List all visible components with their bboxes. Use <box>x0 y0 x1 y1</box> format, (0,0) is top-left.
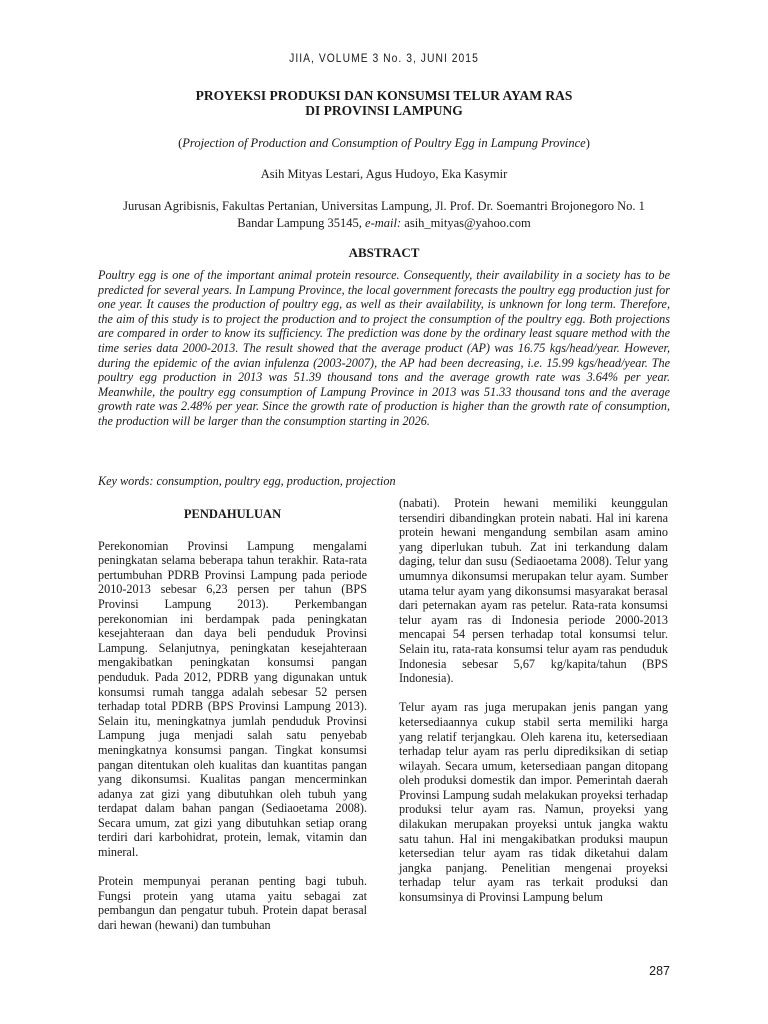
english-title-text: Projection of Production and Consumption of Poultry Egg in Lampung Province <box>182 136 586 150</box>
body-paragraph: Perekonomian Provinsi Lampung mengalami peningkatan selama beberapa tahun terakhir. Rata-rata pertumbuhan PDRB Provinsi Lampung pada periode 2010-2013 sebesar 6,23 persen per tahun (BPS Provinsi Lampung 2013). Perkembangan perekonomian ini berdampak pada peningkatan kesejahteraan dan daya beli penduduk Provinsi Lampung. Selanjutnya, peningkatan kesejahteraan mengakibatkan peningkatan konsumsi pangan penduduk. Pada 2012, PDRB yang digunakan untuk konsumsi rumah tangga adalah sebesar 52 persen terhadap total PDRB (BPS Provinsi Lampung 2013). Selain itu, meningkatnya jumlah penduduk Provinsi Lampung juga menjadi salah satu penyebab meningkatnya konsumsi pangan. Tingkat konsumsi pangan ditentukan oleh kualitas dan kuantitas pangan yang dikonsumsi. Kualitas pangan mencerminkan adanya zat gizi yang dibutuhkan oleh tubuh yang terdapat dalam bahan pangan (Sediaoetama 2008). Secara umum, zat gizi yang dibutuhkan setiap orang terdiri dari karbohidrat, protein, lemak, vitamin dan mineral. <box>98 538 367 860</box>
journal-header: JIIA, VOLUME 3 No. 3, JUNI 2015 <box>289 51 479 65</box>
keywords: Key words: consumption, poultry egg, production, projection <box>98 474 396 488</box>
paper-title <box>0 88 768 118</box>
affiliation <box>0 198 768 232</box>
body-paragraph: Protein mempunyai peranan penting bagi tubuh. Fungsi protein yang utama yaitu sebagai zat pembangun dan pengatur tubuh. Protein dapat berasal dari hewan (hewani) dan tumbuhan <box>98 874 367 933</box>
title-line-2: DI PROVINSI LAMPUNG <box>305 103 463 118</box>
affiliation-line-2: Bandar Lampung 35145, <box>237 216 366 230</box>
subtitle-close-paren: ) <box>585 136 590 150</box>
page-number: 287 <box>649 964 670 978</box>
email-address: asih_mityas@yahoo.com <box>401 216 531 230</box>
title-line-1: PROYEKSI PRODUKSI DAN KONSUMSI TELUR AYAM RAS <box>195 88 573 103</box>
abstract-heading: ABSTRACT <box>348 245 420 260</box>
right-column <box>399 496 668 919</box>
abstract-text: Poultry egg is one of the important animal protein resource. Consequently, their availability in a society has to be predicted for several years. In Lampung Province, the local government forecasts the poultry egg production just for one year. It causes the production of poultry egg, as well as their availability, is unknown for long term. Therefore, the aim of this study is to project the production and to project the consumption of the poultry egg. Both projections are compared in order to know its sufficiency. The prediction was done by the ordinary least square method with the time series data 2000-2013. The result showed that the average product (AP) was 16.75 kgs/head/year. However, during the epidemic of the avian infulenza (2003-2007), the AP had been decreasing, i.e. 15.99 kgs/head/year. The poultry egg production in 2013 was 51.39 thousand tons and the average growth rate was 3.64% per year. Meanwhile, the poultry egg consumption of Lampung Province in 2013 was 51.33 thousand tons and the average growth rate was 2.48% per year. Since the growth rate of production is higher than the growth rate of consumption, the production will be larger than the consumption starting in 2026. <box>98 268 670 428</box>
left-column <box>98 507 367 947</box>
subtitle-open-paren: ( <box>178 136 183 150</box>
body-paragraph: (nabati). Protein hewani memiliki keunggulan tersendiri dibandingkan protein nabati. Hal ini karena protein hewani mengandung sembilan asam amino yang diperlukan tubuh. Zat ini terkandung dalam daging, telur dan susu (Sediaoetama 2008). Telur yang umumnya dikonsumsi merupakan telur ayam. Sumber utama telur ayam yang dikonsumsi masyarakat berasal dari peternakan ayam ras petelur. Rata-rata konsumsi telur ayam ras di Indonesia periode 2000-2013 mencapai 54 persen terhadap total konsumsi telur. Selain itu, rata-rata konsumsi telur ayam ras penduduk Indonesia sebesar 5,67 kg/kapita/tahun (BPS Indonesia). <box>399 496 668 686</box>
email-label: e-mail: <box>365 216 402 230</box>
body-paragraph: Telur ayam ras juga merupakan jenis pangan yang ketersediaannya cukup stabil serta memiliki harga yang relatif terjangkau. Oleh karena itu, ketersediaan terhadap telur ayam ras perlu diprediksikan di setiap wilayah. Secara umum, ketersediaan pangan ditopang oleh produksi domestik dan impor. Pemerintah daerah Provinsi Lampung sudah melakukan proyeksi terhadap produksi telur ayam ras. Namun, proyeksi yang dilakukan merupakan proyeksi untuk jangka waktu satu tahun. Hal ini mengakibatkan produksi maupun ketersedian telur ayam ras tidak diketahui dalam jangka panjang. Penelitian mengenai proyeksi terhadap telur ayam ras terkait produksi dan konsumsinya di Provinsi Lampung belum <box>399 700 668 905</box>
authors: Asih Mityas Lestari, Agus Hudoyo, Eka Kasymir <box>260 167 508 181</box>
affiliation-line-1: Jurusan Agribisnis, Fakultas Pertanian, Universitas Lampung, Jl. Prof. Dr. Soemantri Brojonegoro No. 1 <box>123 199 645 213</box>
section-heading-pendahuluan: PENDAHULUAN <box>183 507 282 521</box>
english-title <box>0 136 768 151</box>
